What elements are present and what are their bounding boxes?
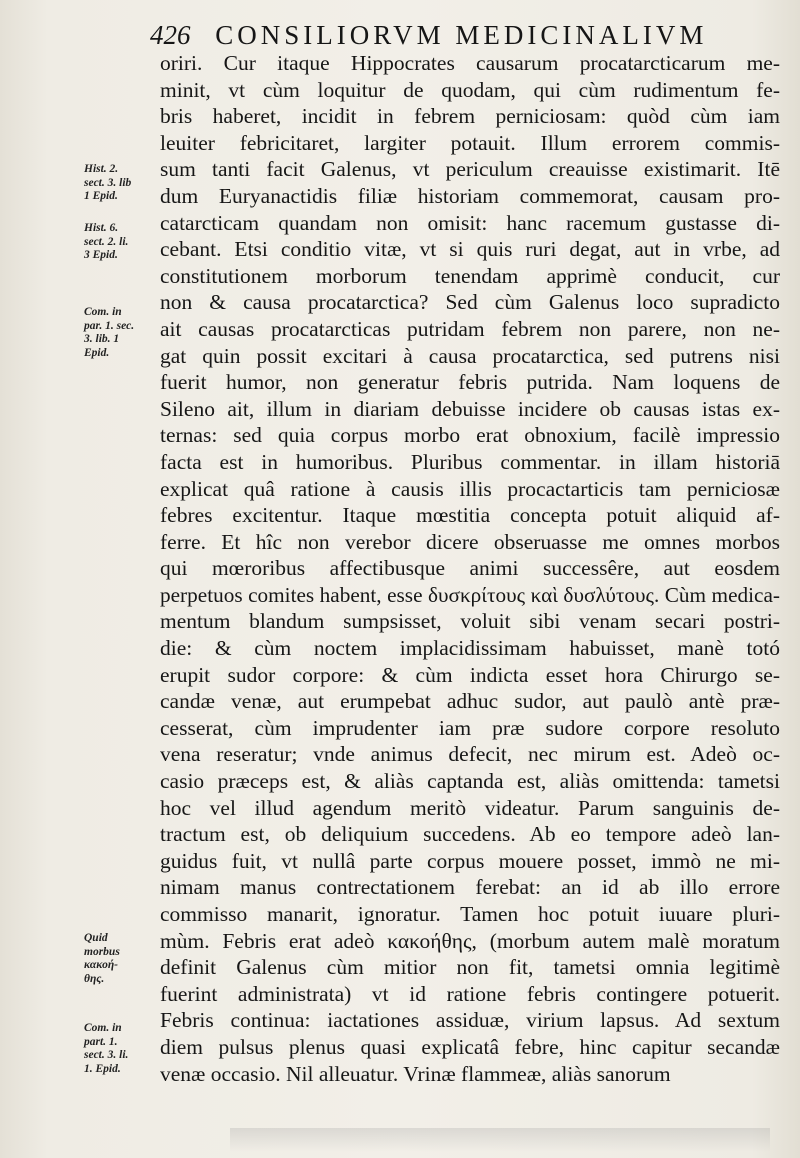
- page-number: 426: [150, 20, 191, 50]
- margin-note: Com. in part. 1. sect. 3. li. 1. Epid.: [84, 1022, 129, 1075]
- text-line: erupit sudor corpore: & cùm indicta esset hora Chirurgo se-: [160, 662, 780, 687]
- text-line: fuerit humor, non generatur febris putrida. Nam loquens de: [160, 370, 780, 395]
- text-line: qui mœroribus affectibusque animi successêre, aut eosdem: [160, 556, 780, 581]
- text-line: definit Galenus cùm mitior non fit, tametsi omnia legitimè: [160, 955, 780, 980]
- margin-note: Com. in par. 1. sec. 3. lib. 1 Epid.: [84, 306, 135, 359]
- text-line: fuerint administrata) vt id ratione febris contingere potuerit.: [160, 981, 780, 1006]
- text-line: hoc vel illud agendum meritò videatur. Parum sanguinis de-: [160, 795, 780, 820]
- text-line: commisso manarit, ignoratur. Tamen hoc potuit iuuare pluri-: [160, 902, 780, 926]
- text-line: catarcticam quandam non omisit: hanc racemum gustasse di-: [160, 210, 780, 235]
- text-line: perpetuos comites habent, esse δυσκρίτους καὶ δυσλύτους. Cùm medica-: [160, 582, 780, 607]
- text-line: leuiter febricitaret, largiter potauit. Illum errorem commis-: [160, 130, 780, 155]
- text-line: vena reseratur; vnde animus defecit, nec mirum est. Adeò oc-: [160, 742, 780, 767]
- margin-note: Hist. 6. sect. 2. li. 3 Epid.: [84, 222, 129, 261]
- show-through-shadow: [230, 1128, 770, 1152]
- text-line: explicat quâ ratione à causis illis procactarticis tam perniciosæ: [160, 476, 780, 501]
- text-line: cesserat, cùm imprudenter iam præ sudore corpore resoluto: [160, 715, 780, 740]
- text-line: non & causa procatarctica? Sed cùm Galenus loco supradicto: [160, 290, 780, 315]
- text-line: candæ venæ, aut erumpebat adhuc sudor, aut paulò antè præ-: [160, 689, 780, 714]
- text-line: facta est in humoribus. Pluribus commentar. in illam historiā: [160, 449, 780, 474]
- text-line: tractum est, ob deliquium succedens. Ab eo tempore adeò lan-: [160, 822, 780, 847]
- margin-note: Hist. 2. sect. 3. lib 1 Epid.: [84, 163, 132, 202]
- text-line: dum Euryanactidis filiæ historiam commemorat, causam pro-: [160, 183, 780, 208]
- text-line: cebant. Etsi conditio vitæ, vt si quis ruri degat, aut in vrbe, ad: [160, 237, 780, 262]
- text-line: ait causas procatarcticas putridam febrem non parere, non ne-: [160, 316, 780, 341]
- text-line: mentum blandum sumpsisset, voluit sibi venam secari postri-: [160, 609, 780, 634]
- text-line: nimam manus contrectationem ferebat: an id ab illo errore: [160, 875, 780, 900]
- text-line: constitutionem morborum tenendam apprimè conducit, cur: [160, 263, 780, 288]
- margin-note: Quid morbus κακοή- θης.: [84, 932, 120, 985]
- text-line: gat quin possit excitari à causa procatarctica, sed putrens nisi: [160, 343, 780, 368]
- text-line: sum tanti facit Galenus, vt periculum creauisse existimarit. Itē: [160, 157, 780, 182]
- body-text: [160, 50, 780, 1087]
- text-line: casio præceps est, & aliàs captanda est, aliàs omittenda: tametsi: [160, 769, 780, 794]
- running-header: [150, 20, 790, 54]
- running-title: CONSILIORVM MEDICINALIVM: [215, 20, 708, 50]
- text-line: minit, vt cùm loquitur de quodam, qui cùm rudimentum fe-: [160, 77, 780, 102]
- text-line: Sileno ait, illum in diariam debuisse incidere ob causas istas ex-: [160, 396, 780, 421]
- text-line: oriri. Cur itaque Hippocrates causarum procatarcticarum me-: [160, 51, 780, 75]
- text-line: guidus fuit, vt nullâ parte corpus mouere posset, immò ne mi-: [160, 848, 780, 873]
- text-line: diem pulsus plenus quasi explicatâ febre, hinc capitur secandæ: [160, 1034, 780, 1059]
- text-line: venæ occasio. Nil alleuatur. Vrinæ flammeæ, aliàs sanorum: [160, 1061, 671, 1086]
- text-line: Febris continua: iactationes assiduæ, virium lapsus. Ad sextum: [160, 1008, 780, 1033]
- text-line: ternas: sed quia corpus morbo erat obnoxium, facilè impressio: [160, 423, 780, 448]
- text-line: bris haberet, incidit in febrem perniciosam: quòd cùm iam: [160, 104, 780, 129]
- text-line: febres excitentur. Itaque mœstitia concepta potuit aliquid af-: [160, 503, 780, 528]
- text-line: mùm. Febris erat adeò κακοήθης, (morbum autem malè moratum: [160, 928, 780, 953]
- text-line: die: & cùm noctem implacidissimam habuisset, manè totó: [160, 636, 780, 661]
- text-line: ferre. Et hîc non verebor dicere obseruasse me omnes morbos: [160, 529, 780, 554]
